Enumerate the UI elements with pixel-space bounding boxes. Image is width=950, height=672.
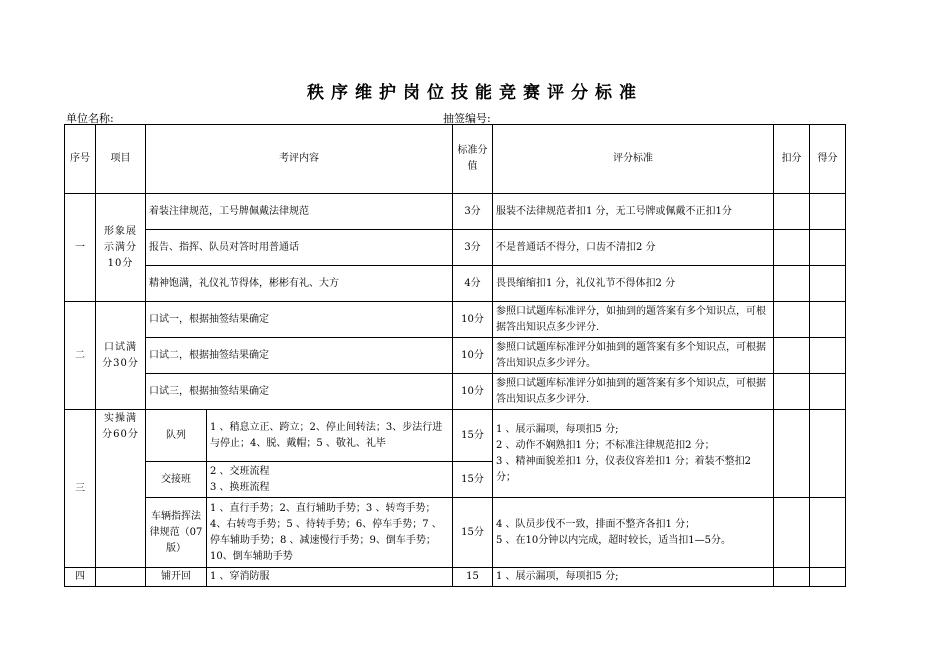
content-cell: 精神饱满，礼仪礼节得体，彬彬有礼、大方 (146, 266, 453, 302)
table-row (65, 498, 846, 568)
table-row (65, 230, 846, 266)
section-seq: 二 (65, 302, 96, 410)
score-cell[interactable] (810, 194, 846, 230)
deduct-cell[interactable] (774, 410, 810, 498)
table-row (65, 338, 846, 374)
std-cell: 3分 (453, 194, 493, 230)
criteria-cell: 参照口试题库标准评分，如抽到的题答案有多个知识点，可根据答出知识点多少评分. (493, 302, 774, 338)
section-item: 实操满分60分 (96, 410, 146, 568)
scoring-table (64, 124, 846, 587)
std-cell: 15分 (453, 410, 493, 462)
deduct-cell[interactable] (774, 266, 810, 302)
score-cell[interactable] (810, 498, 846, 568)
section-item (96, 568, 146, 587)
std-cell: 15 (453, 568, 493, 587)
score-cell[interactable] (810, 302, 846, 338)
criteria-cell: 参照口试题库标准评分如抽到的题答案有多个知识点，可根据答出知识点多少评分。 (493, 338, 774, 374)
section-seq: 一 (65, 194, 96, 302)
criteria-cell: 不是普通话不得分，口齿不清扣2 分 (493, 230, 774, 266)
score-cell[interactable] (810, 230, 846, 266)
std-cell: 4分 (453, 266, 493, 302)
content-cell: 1 、穿消防服 (207, 568, 453, 587)
header-criteria: 评分标准 (493, 125, 774, 194)
std-cell: 3分 (453, 230, 493, 266)
header-item: 项目 (96, 125, 146, 194)
content-cell: 1 、稍息立正、跨立；2、停止间转法；3、步法行进与停止；4、脱、戴帽；5 、敬礼、礼毕 (207, 410, 453, 462)
criteria-cell: 1 、展示漏项，每项扣5 分; (493, 568, 774, 587)
table-header-row (65, 125, 846, 194)
deduct-cell[interactable] (774, 338, 810, 374)
header-content: 考评内容 (146, 125, 453, 194)
content-cell: 1 、直行手势；2、直行辅助手势；3 、转弯手势；4、右转弯手势；5 、待转手势；6、停车手势；7 、停车辅助手势；8 、减速慢行手势；9、倒车手势；10、倒车辅助手势 (207, 498, 453, 568)
sub-item-cell: 队列 (146, 410, 207, 462)
content-cell: 口试二，根据抽签结果确定 (146, 338, 453, 374)
score-cell[interactable] (810, 568, 846, 587)
sub-item-cell: 车辆指挥法律规范（07版） (146, 498, 207, 568)
sub-item-cell: 铺开回 (146, 568, 207, 587)
criteria-cell: 1 、展示漏项，每项扣5 分; 2 、动作不娴熟扣1 分；不标准注律规范扣2 分； 3 、精神面貌差扣1 分，仪表仪容差扣1 分；着装不整扣2 分； (493, 410, 774, 498)
criteria-cell: 服装不法律规范者扣1 分，无工号牌或佩戴不正扣1分 (493, 194, 774, 230)
header-std: 标准分值 (453, 125, 493, 194)
score-cell[interactable] (810, 266, 846, 302)
content-cell: 2 、交班流程 3 、换班流程 (207, 462, 453, 498)
header-seq: 序号 (65, 125, 96, 194)
criteria-cell: 参照口试题库标准评分如抽到的题答案有多个知识点，可根据答出知识点多少评分. (493, 374, 774, 410)
deduct-cell[interactable] (774, 498, 810, 568)
std-cell: 10分 (453, 338, 493, 374)
header-deduct: 扣分 (774, 125, 810, 194)
deduct-cell[interactable] (774, 194, 810, 230)
content-cell: 着装注律规范，工号牌佩戴法律规范 (146, 194, 453, 230)
deduct-cell[interactable] (774, 568, 810, 587)
document-title: 秩序维护岗位技能竞赛评分标准 (307, 83, 643, 103)
draw-number-label: 抽签编号: (443, 112, 491, 125)
table-row (65, 266, 846, 302)
section-seq: 三 (65, 410, 96, 568)
content-cell: 报告、指挥、队员对答时用普通话 (146, 230, 453, 266)
deduct-cell[interactable] (774, 374, 810, 410)
score-cell[interactable] (810, 374, 846, 410)
section-item: 口试满分30分 (96, 302, 146, 410)
section-seq: 四 (65, 568, 96, 587)
table-row (65, 410, 846, 462)
std-cell: 15分 (453, 462, 493, 498)
content-cell: 口试三，根据抽签结果确定 (146, 374, 453, 410)
table-row (65, 374, 846, 410)
deduct-cell[interactable] (774, 230, 810, 266)
table-row (65, 568, 846, 587)
sub-item-cell: 交接班 (146, 462, 207, 498)
score-cell[interactable] (810, 410, 846, 498)
deduct-cell[interactable] (774, 302, 810, 338)
criteria-cell: 4 、队员步伐不一致，排面不整齐各扣1 分； 5 、在10分钟以内完成，超时较长，适当扣1—5分。 (493, 498, 774, 568)
std-cell: 10分 (453, 302, 493, 338)
header-score: 得分 (810, 125, 846, 194)
content-cell: 口试一，根据抽签结果确定 (146, 302, 453, 338)
section-item: 形象展示满分10分 (96, 194, 146, 302)
table-row (65, 302, 846, 338)
table-row (65, 194, 846, 230)
criteria-cell: 畏畏缩缩扣1 分，礼仪礼节不得体扣2 分 (493, 266, 774, 302)
score-cell[interactable] (810, 338, 846, 374)
std-cell: 10分 (453, 374, 493, 410)
std-cell: 15分 (453, 498, 493, 568)
unit-name-label: 单位名称: (66, 112, 114, 125)
